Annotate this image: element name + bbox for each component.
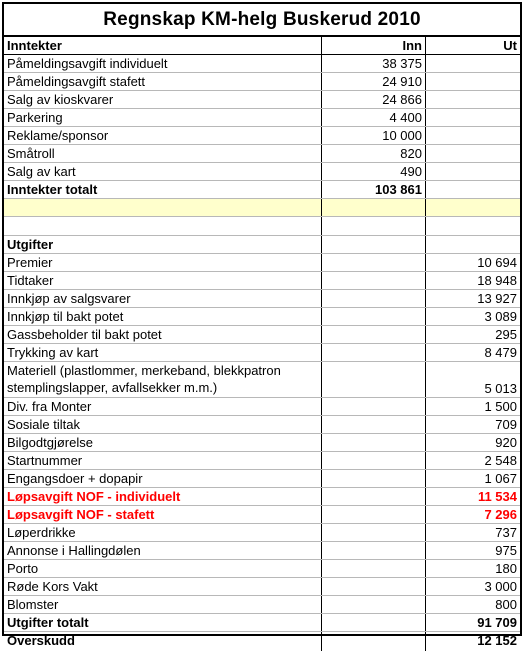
- expense-row-label: Trykking av kart: [4, 344, 322, 361]
- income-row-label: Salg av kioskvarer: [4, 91, 322, 108]
- expense-row-ut: 920: [495, 434, 517, 450]
- income-row: [4, 127, 520, 145]
- expense-row: [4, 290, 520, 308]
- expense-row: [4, 596, 520, 614]
- expense-row-inn: [322, 560, 426, 577]
- income-total-inn: 103 861: [322, 181, 426, 198]
- income-row-label: Påmeldingsavgift stafett: [4, 73, 322, 90]
- expense-row-inn: [322, 542, 426, 559]
- income-row-ut: [426, 109, 520, 126]
- expense-row-label: Tidtaker: [4, 272, 322, 289]
- expense-row-ut: 1 067: [484, 471, 517, 487]
- income-row-inn: 4 400: [322, 109, 426, 126]
- expense-row-label: Innkjøp til bakt potet: [4, 308, 322, 325]
- blank-row: [4, 217, 520, 235]
- expense-row-inn: [322, 308, 426, 325]
- expense-row-inn: [322, 272, 426, 289]
- expense-row-ut: 7 296: [484, 507, 517, 523]
- income-row-label: Salg av kart: [4, 163, 322, 180]
- expense-multiline-ut: 5 013: [484, 380, 517, 396]
- expense-row: [4, 308, 520, 326]
- expense-multiline-row: [4, 362, 520, 398]
- expense-row-inn: [322, 344, 426, 361]
- expense-row: [4, 506, 520, 524]
- expense-row-ut: 800: [495, 597, 517, 613]
- income-row-ut: [426, 145, 520, 162]
- expense-row-label: Røde Kors Vakt: [4, 578, 322, 595]
- expense-row-label: Premier: [4, 254, 322, 271]
- income-total-label: Inntekter totalt: [4, 181, 322, 198]
- expense-multiline-label: Materiell (plastlommer, merkeband, blekkpatron stemplingslapper, avfallsekker m.m.): [4, 362, 322, 397]
- income-row-label: Reklame/sponsor: [4, 127, 322, 144]
- expense-row-label: Innkjøp av salgsvarer: [4, 290, 322, 307]
- expense-row: [4, 542, 520, 560]
- header-ut: Ut: [503, 38, 517, 53]
- header-label: Inntekter: [4, 37, 322, 54]
- expense-row-ut: 975: [495, 543, 517, 559]
- expense-row-ut: 2 548: [484, 452, 517, 468]
- expense-row-label: Blomster: [4, 596, 322, 613]
- expense-row-inn: [322, 524, 426, 541]
- expense-row-inn: [322, 326, 426, 343]
- expense-total-ut: 91 709: [477, 615, 517, 631]
- expense-row-inn: [322, 434, 426, 451]
- expense-row-ut: 10 694: [477, 254, 517, 270]
- expense-row-inn: [322, 470, 426, 487]
- expense-row-ut: 180: [495, 561, 517, 577]
- expense-row-ut: 3 000: [484, 579, 517, 595]
- income-total-row: [4, 181, 520, 199]
- income-row-ut: [426, 91, 520, 108]
- income-row-ut: [426, 127, 520, 144]
- expense-row: [4, 488, 520, 506]
- income-row-ut: [426, 55, 520, 72]
- surplus-label: Overskudd: [4, 632, 322, 650]
- expense-row-inn: [322, 596, 426, 613]
- expense-row: [4, 434, 520, 452]
- income-row-label: Påmeldingsavgift individuelt: [4, 55, 322, 72]
- expense-row-label: Løperdrikke: [4, 524, 322, 541]
- income-row-ut: [426, 73, 520, 90]
- sheet-title: Regnskap KM-helg Buskerud 2010: [4, 4, 520, 37]
- expense-row-inn: [322, 290, 426, 307]
- income-row-inn: 24 910: [322, 73, 426, 90]
- expense-row-label: Engangsdoer + dopapir: [4, 470, 322, 487]
- expense-row-label: Porto: [4, 560, 322, 577]
- expense-row-label: Bilgodtgjørelse: [4, 434, 322, 451]
- expense-row-label: Løpsavgift NOF - individuelt: [4, 488, 322, 505]
- income-row-inn: 490: [322, 163, 426, 180]
- expense-row: [4, 578, 520, 596]
- expense-row-label: Løpsavgift NOF - stafett: [4, 506, 322, 523]
- expense-row-ut: 18 948: [477, 272, 517, 288]
- expense-row-label: Sosiale tiltak: [4, 416, 322, 433]
- expense-row-inn: [322, 578, 426, 595]
- income-row: [4, 145, 520, 163]
- expense-row: [4, 470, 520, 488]
- spacer-row: [4, 199, 520, 217]
- income-row-label: Småtroll: [4, 145, 322, 162]
- expense-total-label: Utgifter totalt: [4, 614, 322, 631]
- expense-row-label: Annonse i Hallingdølen: [4, 542, 322, 559]
- expense-row-label: Gassbeholder til bakt potet: [4, 326, 322, 343]
- expense-row-inn: [322, 416, 426, 433]
- expense-row-inn: [322, 452, 426, 469]
- expense-row-inn: [322, 398, 426, 415]
- income-row-inn: 38 375: [322, 55, 426, 72]
- expense-row: [4, 272, 520, 290]
- expense-header-label: Utgifter: [4, 236, 322, 253]
- expense-row-label: Div. fra Monter: [4, 398, 322, 415]
- header-inn: Inn: [322, 37, 426, 54]
- income-row: [4, 73, 520, 91]
- income-total-ut: [426, 181, 520, 198]
- expense-row-inn: [322, 254, 426, 271]
- expense-row-ut: 295: [495, 326, 517, 342]
- expense-row-ut: 1 500: [484, 398, 517, 414]
- expense-row-ut: 11 534: [477, 489, 517, 505]
- income-row: [4, 109, 520, 127]
- expense-row: [4, 524, 520, 542]
- expense-row: [4, 344, 520, 362]
- income-row-label: Parkering: [4, 109, 322, 126]
- expense-header-row: [4, 236, 520, 254]
- expense-row-ut: 709: [495, 416, 517, 432]
- expense-row: [4, 398, 520, 416]
- expense-row: [4, 560, 520, 578]
- expense-row-ut: 8 479: [484, 344, 517, 360]
- income-row-inn: 820: [322, 145, 426, 162]
- expense-row: [4, 254, 520, 272]
- income-row-ut: [426, 163, 520, 180]
- expense-total-row: [4, 614, 520, 632]
- column-header-row: [4, 37, 520, 55]
- expense-row-label: Startnummer: [4, 452, 322, 469]
- income-row: [4, 163, 520, 181]
- income-row-inn: 24 866: [322, 91, 426, 108]
- expense-row-inn: [322, 506, 426, 523]
- expense-row: [4, 452, 520, 470]
- surplus-row: [4, 632, 520, 650]
- income-row: [4, 55, 520, 73]
- surplus-ut: 12 152: [477, 633, 517, 649]
- expense-row-ut: 13 927: [477, 290, 517, 306]
- income-row: [4, 91, 520, 109]
- expense-row: [4, 326, 520, 344]
- expense-row-ut: 3 089: [484, 308, 517, 324]
- expense-row-inn: [322, 488, 426, 505]
- expense-row: [4, 416, 520, 434]
- expense-row-ut: 737: [495, 525, 517, 541]
- income-row-inn: 10 000: [322, 127, 426, 144]
- spreadsheet-table: [2, 2, 522, 649]
